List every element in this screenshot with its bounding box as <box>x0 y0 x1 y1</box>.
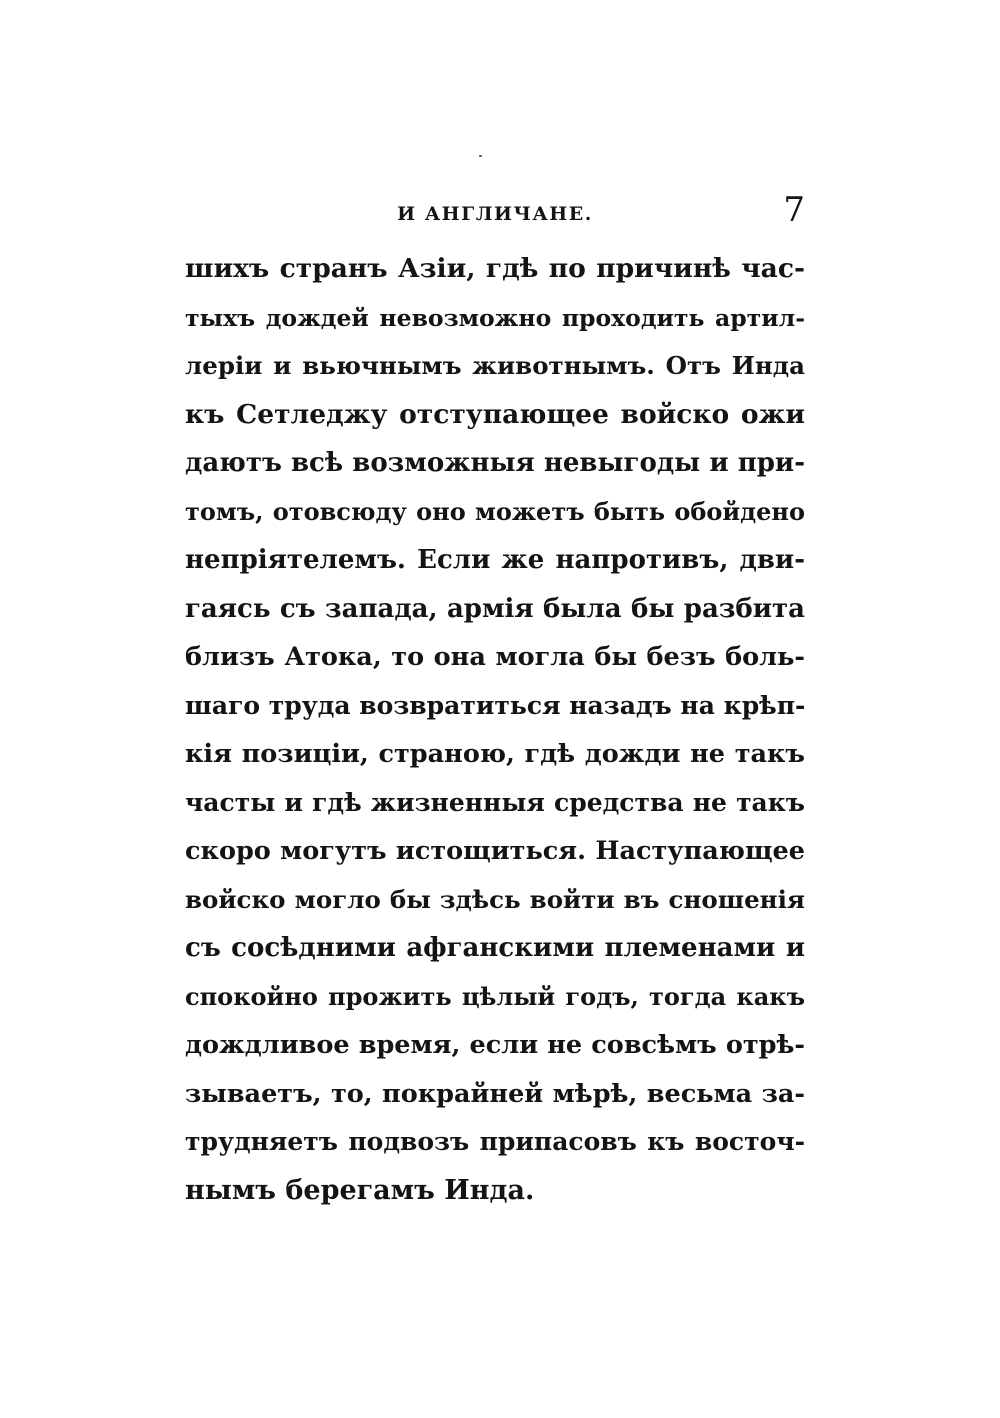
page-number: 7 <box>783 190 805 230</box>
running-head <box>185 190 805 233</box>
text-line: томъ, отовсюду оно можетъ быть обойдено <box>185 496 805 526</box>
print-speck <box>479 155 482 157</box>
text-line: часты и гдѣ жизненныя средства не такъ <box>185 787 805 817</box>
text-line: войско могло бы здѣсь войти въ сношенія <box>185 884 805 914</box>
text-line: спокойно прожить цѣлый годъ, тогда какъ <box>185 981 805 1011</box>
text-line: даютъ всѣ возможныя невыгоды и при- <box>185 448 805 478</box>
text-line: трудняетъ подвозъ припасовъ къ восточ- <box>185 1127 805 1156</box>
text-line: шаго труда возвратиться назадъ на крѣп- <box>185 690 805 720</box>
text-line: скоро могутъ истощиться. Наступающее <box>185 836 805 866</box>
text-line: съ сосѣдними афганскими племенами и <box>185 933 805 963</box>
text-line: тыхъ дождей невозможно проходить артил- <box>185 303 805 332</box>
body-text <box>185 245 805 1215</box>
text-line: дождливое время, если не совсѣмъ отрѣ- <box>185 1030 805 1060</box>
text-line: леріи и вьючнымъ животнымъ. Отъ Инда <box>185 351 805 380</box>
text-line: нымъ берегамъ Инда. <box>185 1174 535 1206</box>
text-line: гаясь съ запада, армія была бы разбита <box>185 593 805 624</box>
text-line: кія позиціи, страною, гдѣ дожди не такъ <box>185 739 805 769</box>
text-line: непріятелемъ. Если же напротивъ, дви- <box>185 545 805 575</box>
running-title: И АНГЛИЧАНЕ. <box>397 203 593 225</box>
text-line: зываетъ, то, покрайней мѣрѣ, весьма за- <box>185 1078 805 1109</box>
text-line: шихъ странъ Азіи, гдѣ по причинѣ час- <box>185 253 805 284</box>
text-line: къ Сетледжу отступающее войско ожи <box>185 398 805 430</box>
text-line: близъ Атока, то она могла бы безъ боль- <box>185 642 805 672</box>
